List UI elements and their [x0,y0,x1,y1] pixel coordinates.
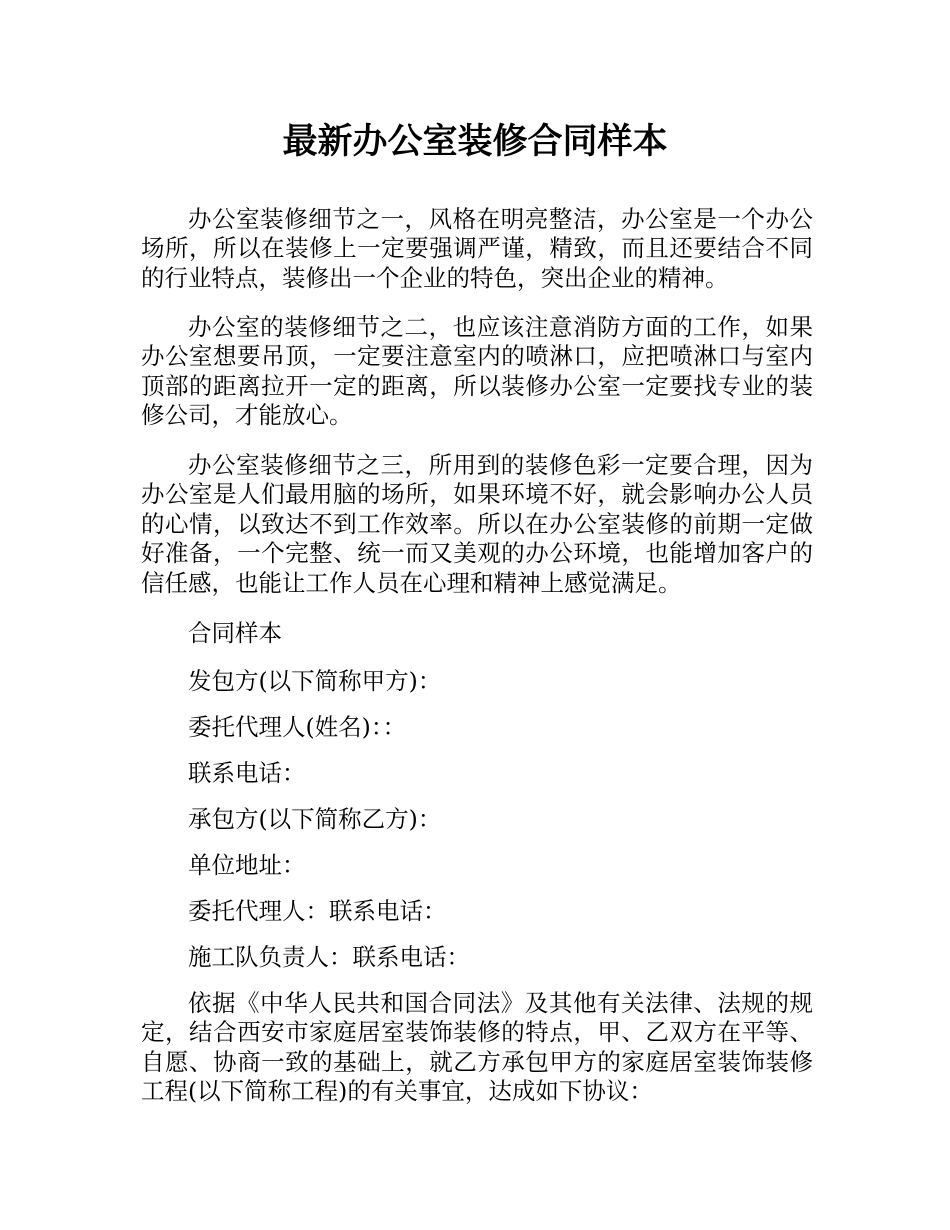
paragraph-color-detail: 办公室装修细节之三，所用到的装修色彩一定要合理，因为办公室是人们最用脑的场所，如果环境不好，就会影响办公人员的心情，以致达不到工作效率。所以在办公室装修的前期一定做好准备，一个完整、统一而又美观的办公环境，也能增加客户的信任感，也能让工作人员在心理和精神上感觉满足。 [141,451,813,597]
contract-heading: 合同样本 [188,619,282,647]
agent-phone-line: 委托代理人：联系电话： [188,897,447,925]
document-title: 最新办公室装修合同样本 [282,122,668,162]
paragraph-style-detail: 办公室装修细节之一，风格在明亮整洁，办公室是一个办公场所，所以在装修上一定要强调严谨，精致，而且还要结合不同的行业特点，装修出一个企业的特色，突出企业的精神。 [141,205,813,292]
address-line: 单位地址： [188,851,306,879]
paragraph-fire-safety-detail: 办公室的装修细节之二，也应该注意消防方面的工作，如果办公室想要吊顶，一定要注意室内的喷淋口，应把喷淋口与室内顶部的距离拉开一定的距离，所以装修办公室一定要找专业的装修公司，才能放心。 [141,313,813,430]
paragraph-legal-basis: 依据《中华人民共和国合同法》及其他有关法律、法规的规定，结合西安市家庭居室装饰装修的特点，甲、乙双方在平等、自愿、协商一致的基础上，就乙方承包甲方的家庭居室装饰装修工程(以下简称工程)的有关事宜，达成如下协议： [141,989,813,1106]
team-leader-phone-line: 施工队负责人：联系电话： [188,943,470,971]
phone-line: 联系电话： [188,759,306,787]
agent-name-line: 委托代理人(姓名)：： [188,713,407,741]
employer-line: 发包方(以下简称甲方)： [188,667,442,695]
contractor-line: 承包方(以下简称乙方)： [188,805,442,833]
